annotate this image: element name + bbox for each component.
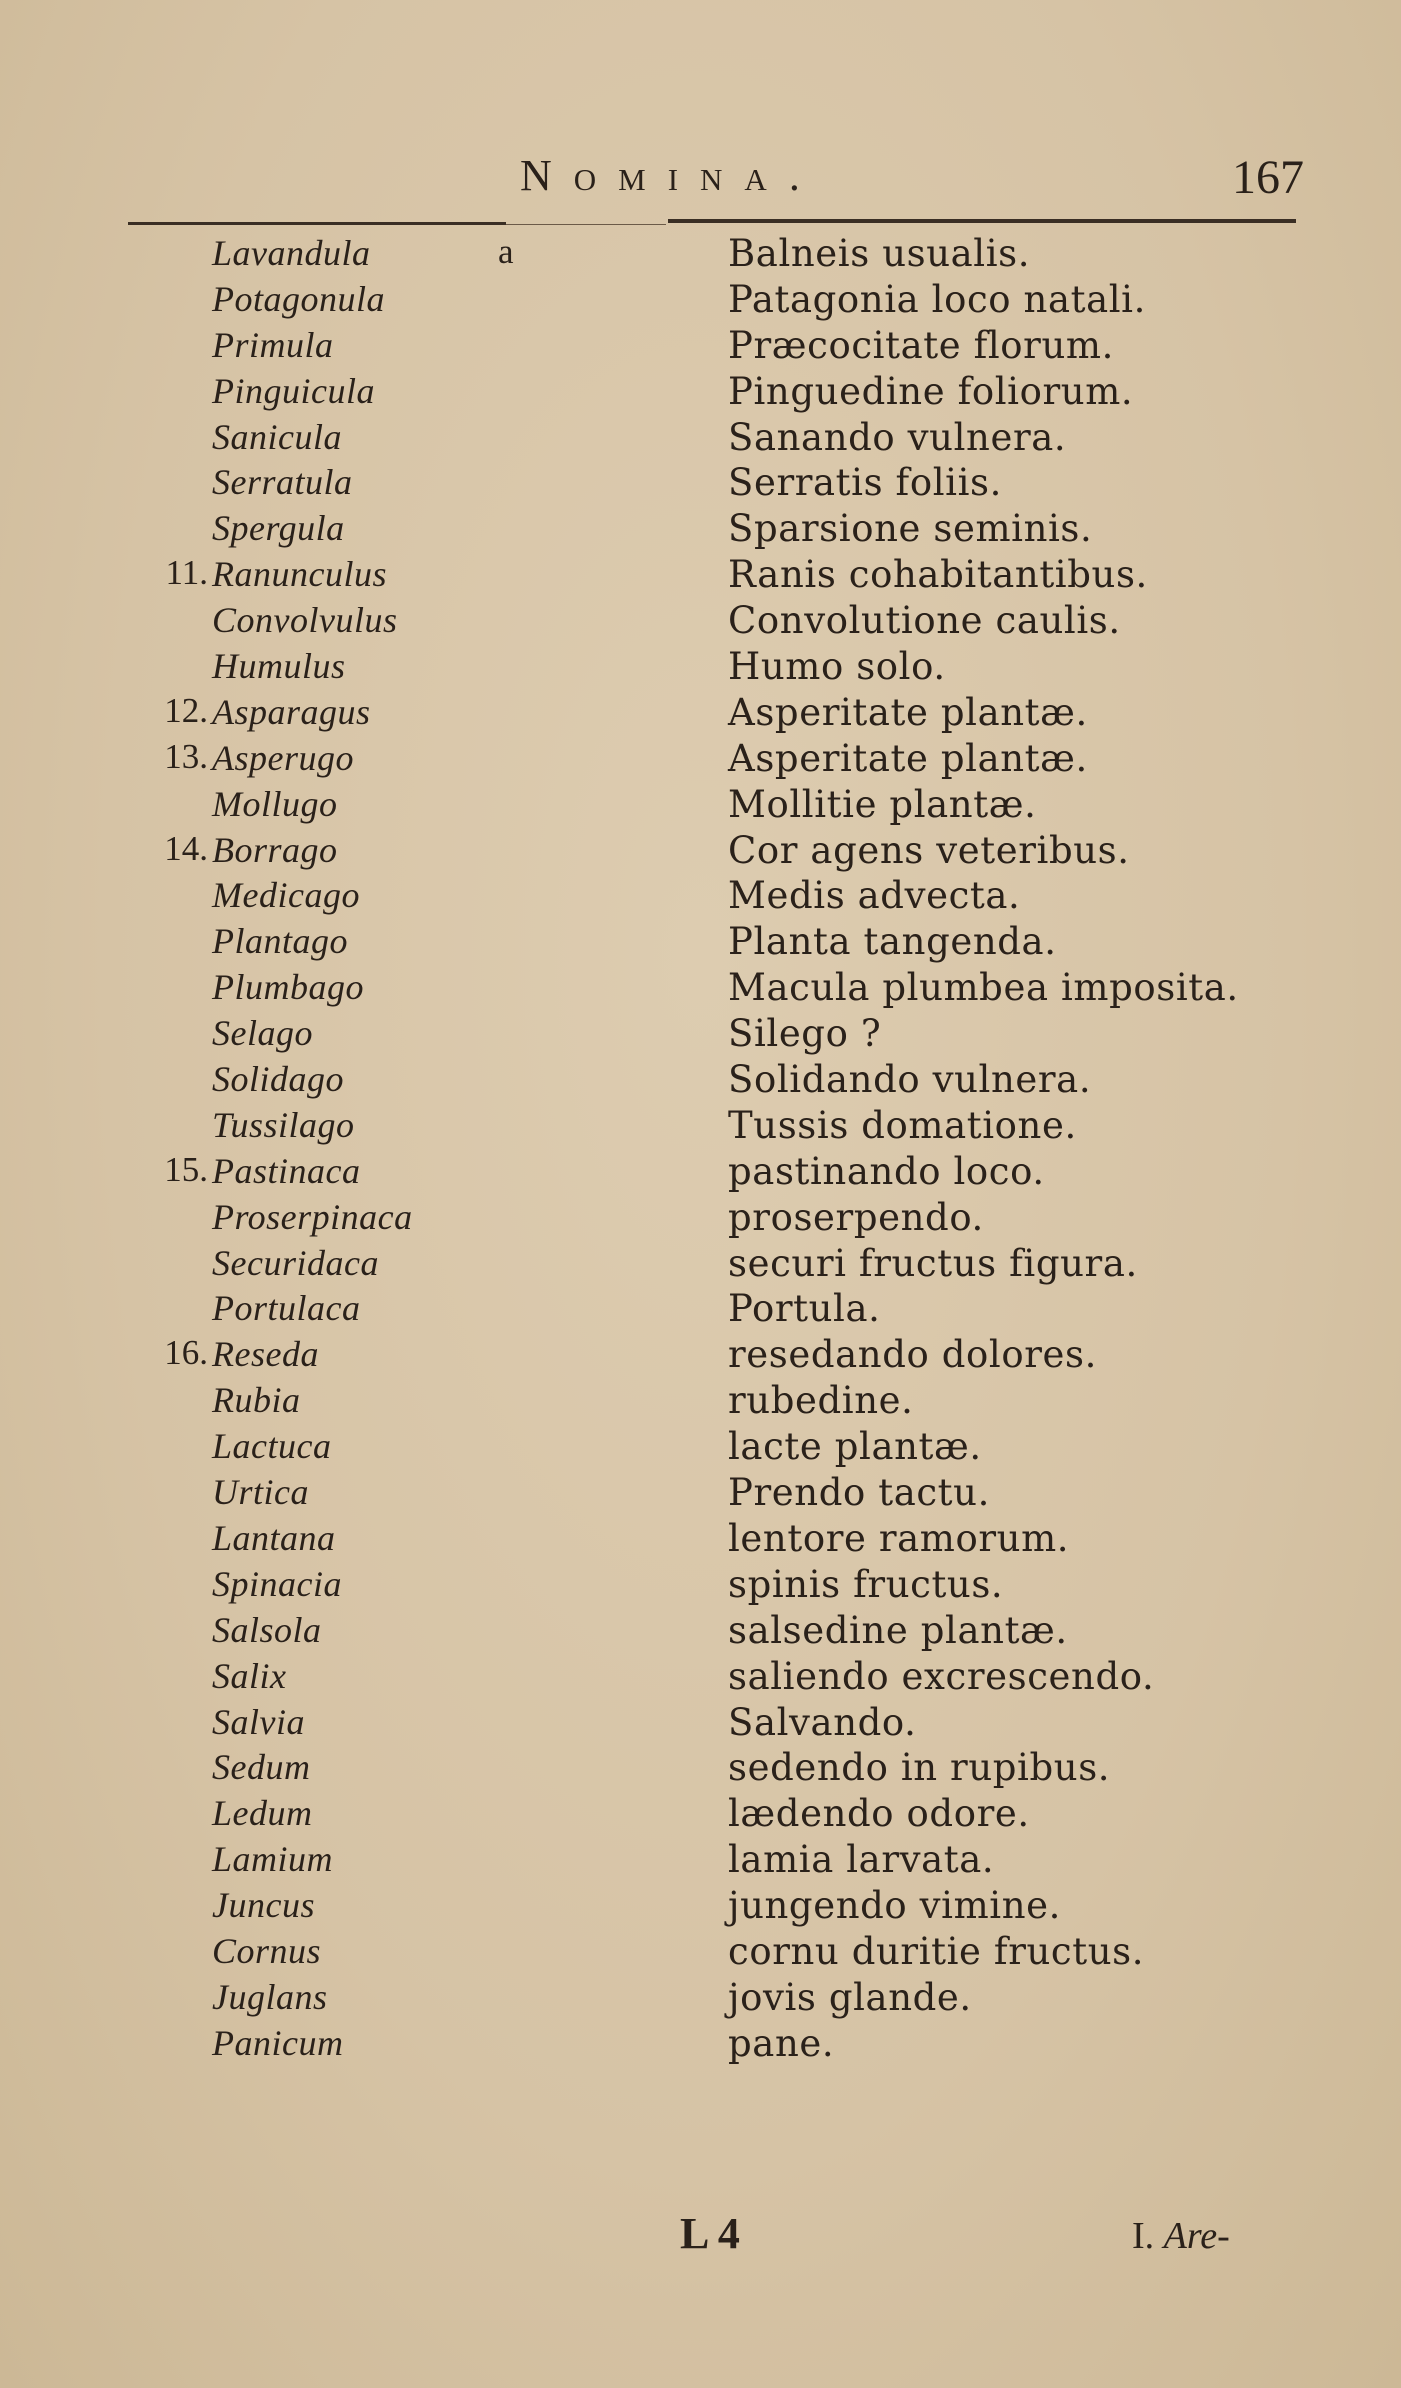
- plant-name: Salsola: [212, 1609, 322, 1650]
- plant-name: Selago: [212, 1013, 313, 1054]
- name-derivation: Planta tangenda.: [728, 920, 1057, 964]
- name-derivation: rubedine.: [728, 1379, 914, 1423]
- plant-name: Securidaca: [212, 1242, 379, 1283]
- list-item: [0, 685, 1401, 734]
- list-item: [0, 1465, 1401, 1515]
- plant-name: Potagonula: [212, 278, 385, 319]
- name-derivation: Præcocitate florum.: [728, 323, 1114, 367]
- name-derivation: Mollitie plantæ.: [728, 782, 1037, 826]
- name-derivation: Asperitate plantæ.: [728, 690, 1088, 734]
- list-item: [0, 1557, 1401, 1606]
- name-derivation: Asperitate plantæ.: [728, 736, 1088, 780]
- name-derivation: salsedine plantæ.: [728, 1608, 1068, 1652]
- header-rule-left: [128, 222, 506, 225]
- list-item: [0, 455, 1401, 505]
- page-number: 167: [1232, 151, 1304, 204]
- plant-name: Pastinaca: [212, 1150, 361, 1191]
- name-derivation: Pinguedine foliorum.: [728, 369, 1134, 413]
- plant-name: Serratula: [212, 462, 353, 503]
- list-item: [0, 1970, 1401, 2019]
- header-rule-right: [668, 219, 1296, 223]
- plant-name: Lactuca: [212, 1426, 332, 1467]
- catchword-word: Are-: [1163, 2215, 1230, 2257]
- list-item: [0, 1740, 1401, 1790]
- plant-name: Salix: [212, 1655, 287, 1696]
- plant-name: Tussilago: [212, 1104, 355, 1145]
- plant-name: Ranunculus: [212, 554, 387, 595]
- name-derivation: Medis advecta.: [728, 874, 1021, 918]
- entry-number: 13.: [164, 736, 208, 776]
- list-item: [0, 364, 1401, 413]
- plant-name: Asparagus: [212, 691, 371, 732]
- page-title: Nomina.: [520, 151, 822, 200]
- name-derivation: Sparsione seminis.: [728, 507, 1093, 551]
- plant-name: Sedum: [212, 1747, 311, 1788]
- list-item: [0, 1236, 1401, 1285]
- name-derivation: cornu duritie fructus.: [728, 1929, 1145, 1973]
- list-item: [0, 2016, 1401, 2065]
- entry-number: 11.: [165, 553, 208, 593]
- name-derivation: Solidando vulnera.: [728, 1058, 1092, 1102]
- plant-name: Portulaca: [212, 1288, 361, 1329]
- entry-number: 15.: [164, 1149, 208, 1189]
- list-item: [0, 547, 1401, 597]
- list-item: [0, 639, 1401, 689]
- list-item: [0, 1098, 1401, 1147]
- list-item: [0, 1695, 1401, 1744]
- name-derivation: pastinando loco.: [728, 1149, 1045, 1193]
- name-derivation: Silego ?: [728, 1012, 882, 1056]
- list-item: [0, 1649, 1401, 1698]
- plant-name: Juglans: [212, 1976, 328, 2017]
- plant-name: Urtica: [212, 1472, 309, 1513]
- list-item: [0, 1144, 1401, 1193]
- names-list: [0, 226, 1401, 2065]
- plant-name: Plumbago: [212, 967, 364, 1008]
- list-item: [0, 272, 1401, 321]
- list-item: [0, 1924, 1401, 1973]
- plant-name: Panicum: [212, 2022, 344, 2063]
- name-derivation: resedando dolores.: [728, 1333, 1097, 1377]
- name-derivation: sedendo in rupibus.: [728, 1746, 1111, 1790]
- name-derivation: Tussis domatione.: [728, 1103, 1077, 1147]
- list-item: [0, 501, 1401, 551]
- plant-name: Plantago: [212, 921, 348, 962]
- name-derivation: Cor agens veteribus.: [728, 828, 1130, 872]
- plant-name: Reseda: [212, 1334, 319, 1375]
- name-derivation: jungendo vimine.: [728, 1884, 1062, 1928]
- name-derivation: proserpendo.: [728, 1195, 984, 1239]
- name-derivation: Sanando vulnera.: [728, 415, 1067, 459]
- list-item: [0, 914, 1401, 964]
- list-item: [0, 593, 1401, 643]
- name-derivation: saliendo excrescendo.: [728, 1654, 1155, 1698]
- name-derivation: Convolutione caulis.: [728, 599, 1121, 643]
- plant-name: Asperugo: [212, 737, 354, 778]
- name-derivation: jovis glande.: [728, 1975, 972, 2019]
- list-item: [0, 960, 1401, 1010]
- catchword: [1132, 2214, 1230, 2258]
- catchword-number: I.: [1132, 2215, 1155, 2257]
- name-derivation: Balneis usualis.: [728, 232, 1031, 275]
- plant-name: Medicago: [212, 875, 360, 916]
- plant-name: Primula: [212, 324, 334, 365]
- plant-name: Spinacia: [212, 1563, 342, 1604]
- name-derivation: lamia larvata.: [728, 1838, 995, 1882]
- name-derivation: spinis fructus.: [728, 1562, 1004, 1606]
- list-item: [0, 1511, 1401, 1560]
- list-item: [0, 318, 1401, 367]
- name-derivation: Ranis cohabitantibus.: [728, 553, 1148, 597]
- header-rule-middle: [506, 224, 666, 225]
- entry-number: 12.: [164, 690, 208, 730]
- list-item: [0, 1603, 1401, 1652]
- plant-name: Lantana: [212, 1517, 336, 1558]
- name-derivation: Humo solo.: [728, 645, 946, 689]
- plant-name: Sanicula: [212, 416, 342, 457]
- entry-number: 14.: [164, 828, 208, 868]
- list-item: [0, 868, 1401, 918]
- plant-name: Juncus: [212, 1885, 315, 1926]
- list-item: [0, 1373, 1401, 1423]
- plant-name: Salvia: [212, 1701, 305, 1742]
- list-item: [0, 823, 1401, 872]
- plant-name: Borrago: [212, 829, 338, 870]
- plant-name: Proserpinaca: [212, 1196, 413, 1237]
- list-item: [0, 1832, 1401, 1882]
- plant-name: Spergula: [212, 508, 345, 549]
- signature-mark: L 4: [680, 2209, 740, 2258]
- name-derivation: securi fructus figura.: [728, 1241, 1138, 1285]
- list-item: [0, 1281, 1401, 1331]
- name-derivation: Patagonia loco natali.: [728, 277, 1146, 321]
- name-derivation: Macula plumbea imposita.: [728, 966, 1239, 1010]
- plant-name: Cornus: [212, 1930, 322, 1971]
- plant-name: Rubia: [212, 1380, 301, 1421]
- list-item: [0, 1419, 1401, 1469]
- list-item: [0, 1006, 1401, 1056]
- plant-name: Lamium: [212, 1839, 334, 1880]
- plant-name: Convolvulus: [212, 600, 398, 641]
- name-derivation: lædendo odore.: [728, 1792, 1030, 1836]
- plant-name: Solidago: [212, 1059, 345, 1100]
- plant-name: Lavandula: [212, 233, 371, 273]
- list-item: [0, 731, 1401, 780]
- entry-number: 16.: [164, 1333, 208, 1373]
- name-derivation: Serratis foliis.: [728, 461, 1002, 505]
- list-item: [0, 226, 1401, 275]
- plant-name: Pinguicula: [212, 370, 375, 411]
- name-derivation: Portula.: [728, 1287, 881, 1331]
- plant-name: Mollugo: [212, 783, 338, 824]
- list-item: [0, 1327, 1401, 1377]
- list-item: [0, 1878, 1401, 1928]
- name-derivation: lacte plantæ.: [728, 1425, 982, 1469]
- plant-name: Humulus: [212, 646, 346, 687]
- list-item: [0, 1190, 1401, 1239]
- list-item: [0, 1786, 1401, 1836]
- name-derivation: Salvando.: [728, 1700, 917, 1744]
- name-derivation: Prendo tactu.: [728, 1471, 990, 1515]
- list-item: [0, 777, 1401, 826]
- list-item: [0, 410, 1401, 459]
- name-derivation: lentore ramorum.: [728, 1516, 1070, 1560]
- plant-name: Ledum: [212, 1793, 313, 1834]
- margin-marker: a: [498, 232, 514, 271]
- list-item: [0, 1052, 1401, 1102]
- name-derivation: pane.: [728, 2021, 835, 2065]
